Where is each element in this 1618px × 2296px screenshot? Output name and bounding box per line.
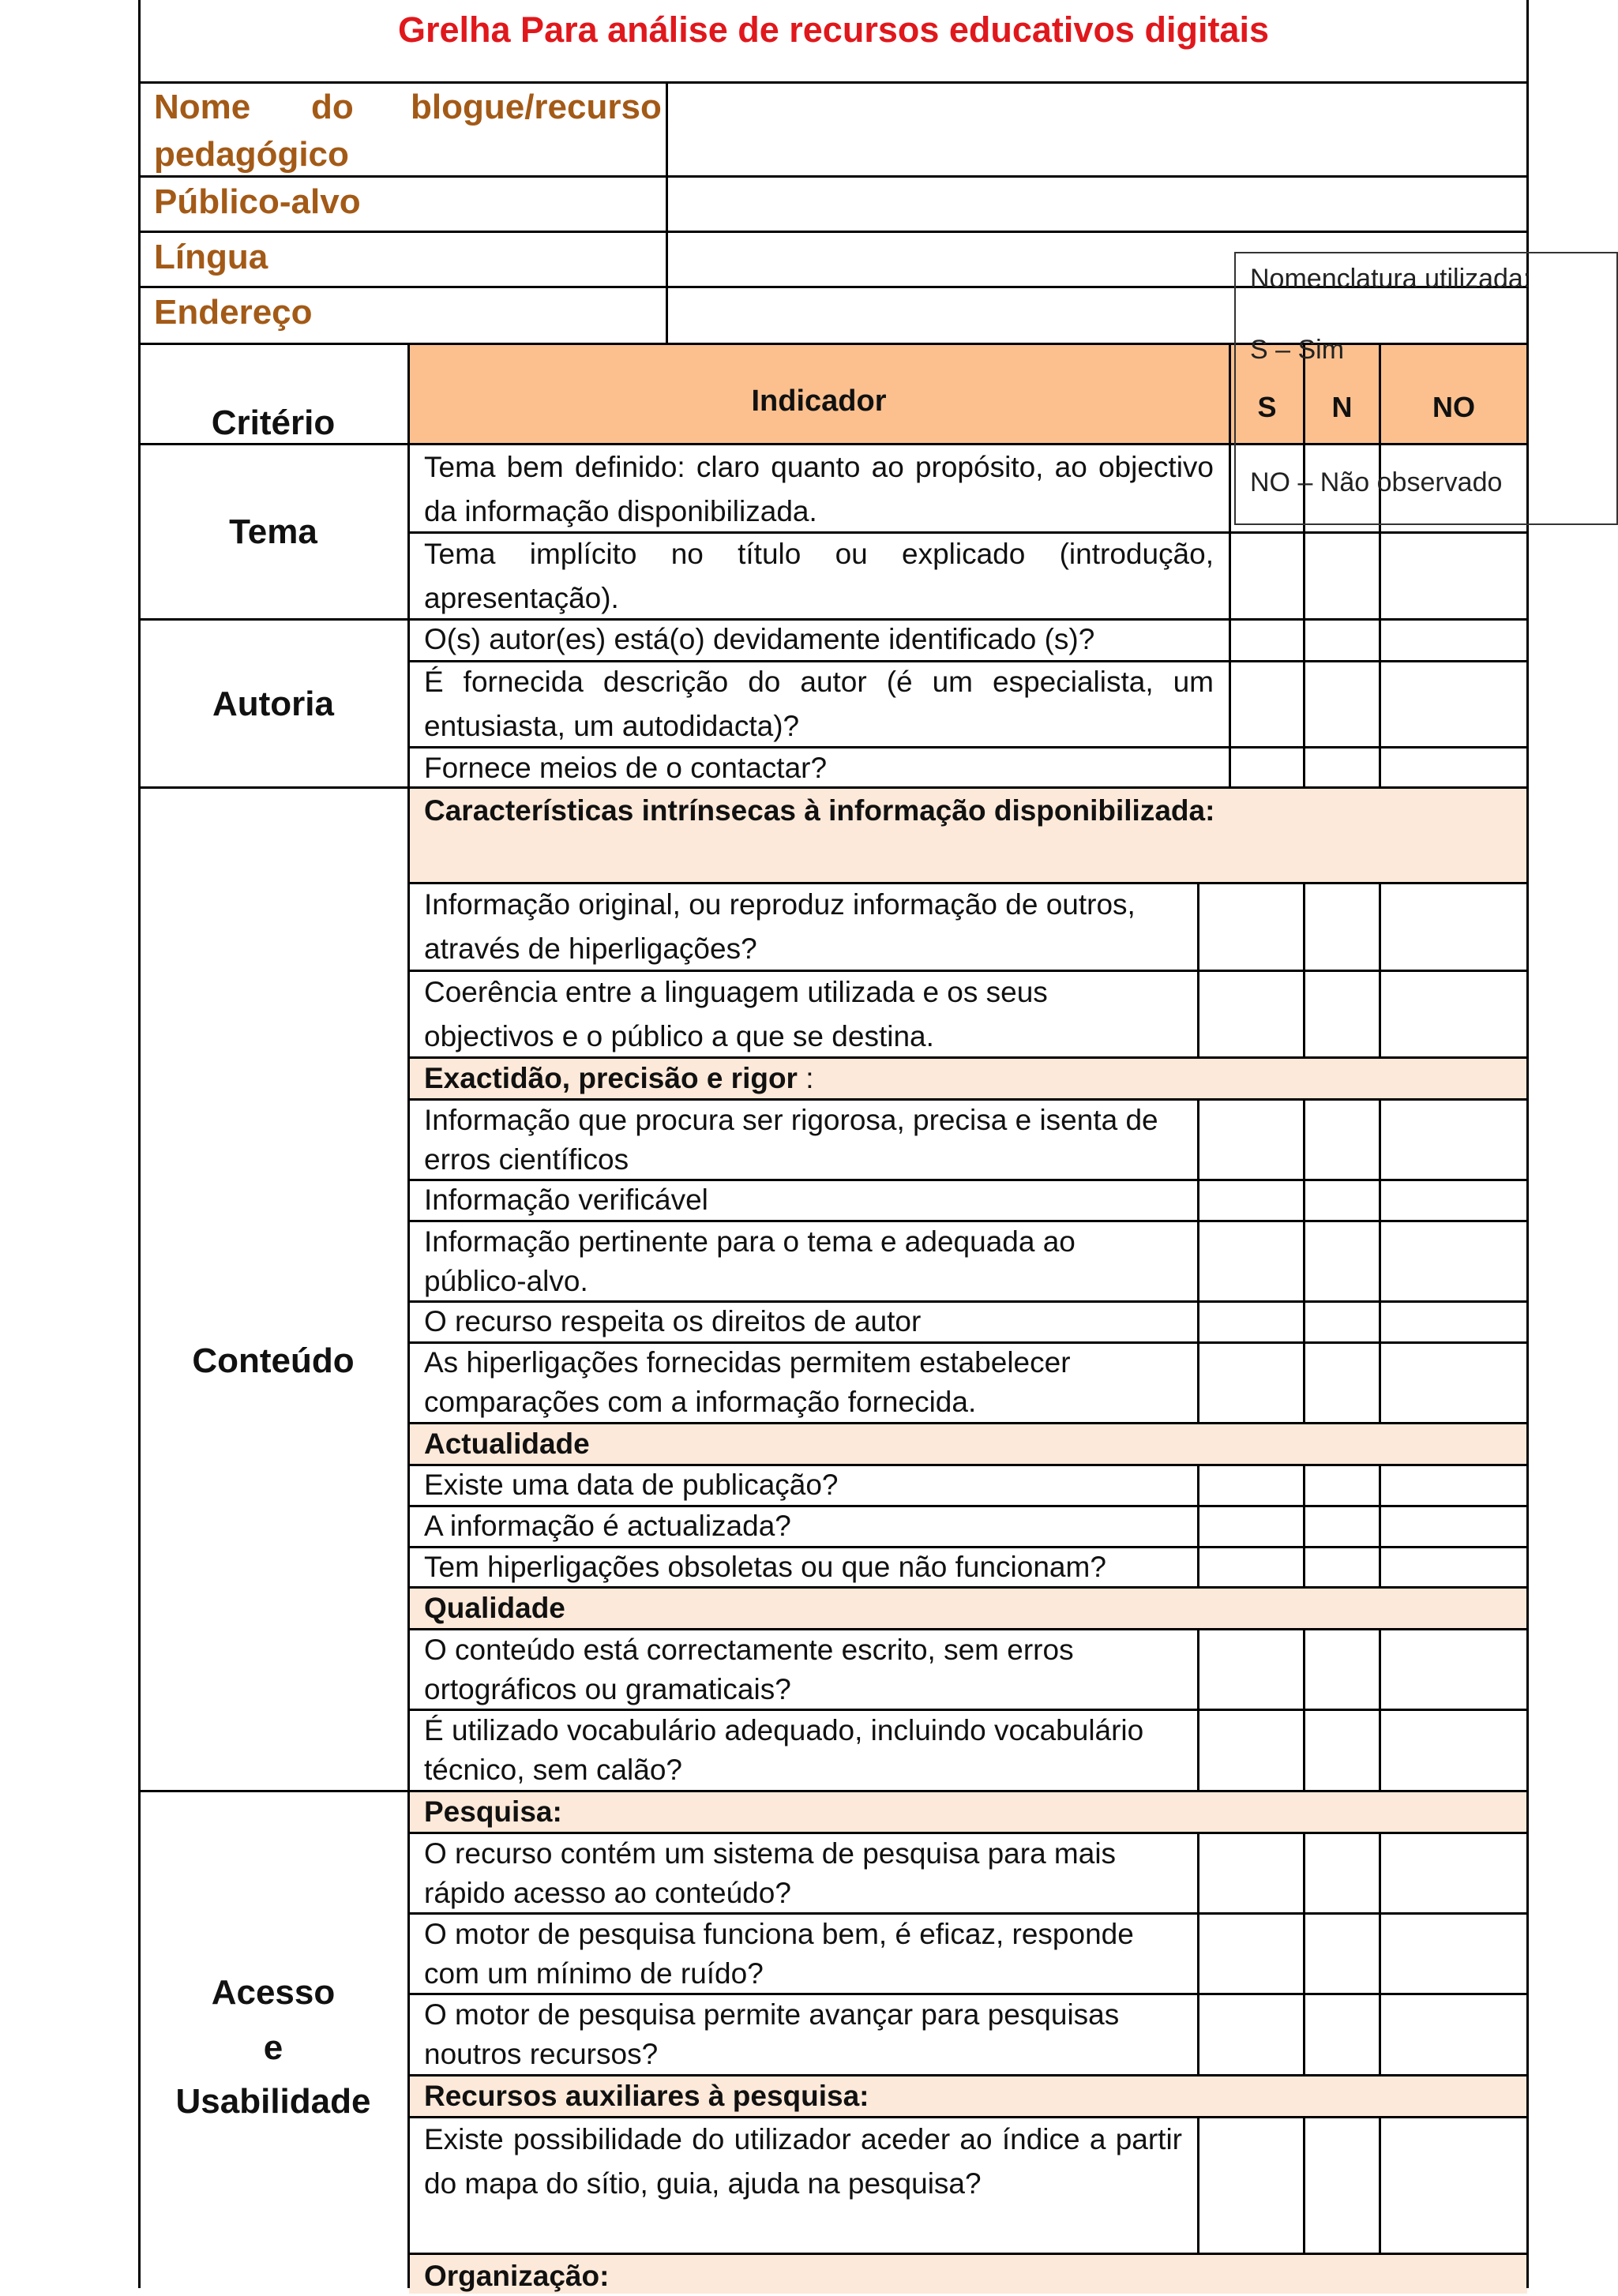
aux-heading: Recursos auxiliares à pesquisa: — [424, 2080, 869, 2112]
criterion-column-header: Critério — [211, 403, 336, 442]
criterion-conteudo: Conteúdo — [192, 1341, 355, 1380]
quality-indicator-1: O conteúdo está correctamente escrito, sem erros ortográficos ou gramaticais? — [424, 1634, 1074, 1705]
intrinsic-heading: Características intrínsecas à informação disponibilizada: — [424, 794, 1215, 827]
accuracy-indicator-1: Informação que procura ser rigorosa, precisa e isenta de erros científicos — [424, 1104, 1158, 1176]
page-title: Grelha Para análise de recursos educativos digitais — [398, 9, 1269, 50]
aux-indicator-1: Existe possibilidade do utilizador aceder ao índice a partir do mapa do sítio, guia, ajuda na pesquisa? — [424, 2123, 1182, 2200]
s-column-header: S — [1257, 391, 1277, 423]
currency-heading: Actualidade — [424, 1427, 590, 1460]
accuracy-indicator-2: Informação verificável — [424, 1184, 708, 1216]
tema-indicator-1: Tema bem definido: claro quanto ao propósito, ao objectivo da informação disponibilizada. — [424, 451, 1214, 527]
accuracy-indicator-4: O recurso respeita os direitos de autor — [424, 1305, 922, 1337]
nomenclature-title: Nomenclatura utilizada: — [1250, 264, 1531, 294]
address-label: Endereço — [154, 293, 313, 332]
accuracy-heading-colon: : — [797, 1062, 814, 1094]
n-column-header: N — [1331, 391, 1353, 423]
nomenclature-no: NO – Não observado — [1250, 467, 1503, 497]
nomenclature-box — [1234, 252, 1618, 525]
org-heading: Organização: — [424, 2260, 610, 2292]
autoria-indicator-3: Fornece meios de o contactar? — [424, 752, 828, 784]
autoria-indicator-2: É fornecida descrição do autor (é um especialista, um entusiasta, um autodidacta)? — [424, 666, 1214, 742]
criterion-tema: Tema — [229, 512, 317, 551]
accuracy-indicator-3: Informação pertinente para o tema e adequada ao público-alvo. — [424, 1225, 1076, 1297]
accuracy-heading-text: Exactidão, precisão e rigor — [424, 1062, 798, 1094]
intrinsic-indicator-2: Coerência entre a linguagem utilizada e os seus objectivos e o público a que se destina. — [424, 976, 1048, 1052]
search-heading: Pesquisa: — [424, 1795, 562, 1828]
name-value-field[interactable] — [668, 84, 1526, 175]
accuracy-indicator-5: As hiperligações fornecidas permitem estabelecer comparações com a informação fornecida. — [424, 1346, 1071, 1418]
name-label-line-2: pedagógico — [154, 135, 349, 174]
name-label-word-3: blogue/recurso — [411, 88, 662, 126]
name-label-word-2: do — [311, 88, 354, 126]
quality-heading-bg — [409, 1588, 1527, 1629]
audience-value-field[interactable] — [668, 178, 1526, 231]
currency-indicator-1: Existe uma data de publicação? — [424, 1469, 839, 1501]
intrinsic-indicator-1: Informação original, ou reproduz informação de outros, através de hiperligações? — [424, 888, 1136, 965]
no-column-header: NO — [1432, 391, 1475, 423]
name-label-word-1: Nome — [154, 88, 251, 126]
search-indicator-2: O motor de pesquisa funciona bem, é eficaz, responde com um mínimo de ruído? — [424, 1918, 1134, 1990]
quality-heading: Qualidade — [424, 1592, 565, 1624]
criterion-acesso-line-1: Acesso — [211, 1973, 336, 2012]
criterion-acesso-line-2: e — [263, 2028, 283, 2067]
audience-label: Público-alvo — [154, 182, 361, 221]
search-heading-bg — [409, 1791, 1527, 1833]
currency-indicator-2: A informação é actualizada? — [424, 1510, 791, 1542]
quality-indicator-2: É utilizado vocabulário adequado, incluindo vocabulário técnico, sem calão? — [424, 1714, 1144, 1786]
criterion-autoria: Autoria — [212, 685, 334, 723]
search-indicator-1: O recurso contém um sistema de pesquisa para mais rápido acesso ao conteúdo? — [424, 1837, 1117, 1909]
language-label: Língua — [154, 238, 268, 276]
currency-indicator-3: Tem hiperligações obsoletas ou que não funcionam? — [424, 1551, 1106, 1583]
indicator-column-header: Indicador — [751, 385, 887, 418]
tema-indicator-2: Tema implícito no título ou explicado (introdução, apresentação). — [424, 538, 1214, 614]
autoria-indicator-1: O(s) autor(es) está(o) devidamente identificado (s)? — [424, 623, 1095, 655]
search-indicator-3: O motor de pesquisa permite avançar para pesquisas noutros recursos? — [424, 1998, 1120, 2070]
criterion-acesso-line-3: Usabilidade — [175, 2082, 371, 2121]
nomenclature-s: S – Sim — [1250, 335, 1345, 365]
accuracy-heading — [424, 1059, 814, 1098]
